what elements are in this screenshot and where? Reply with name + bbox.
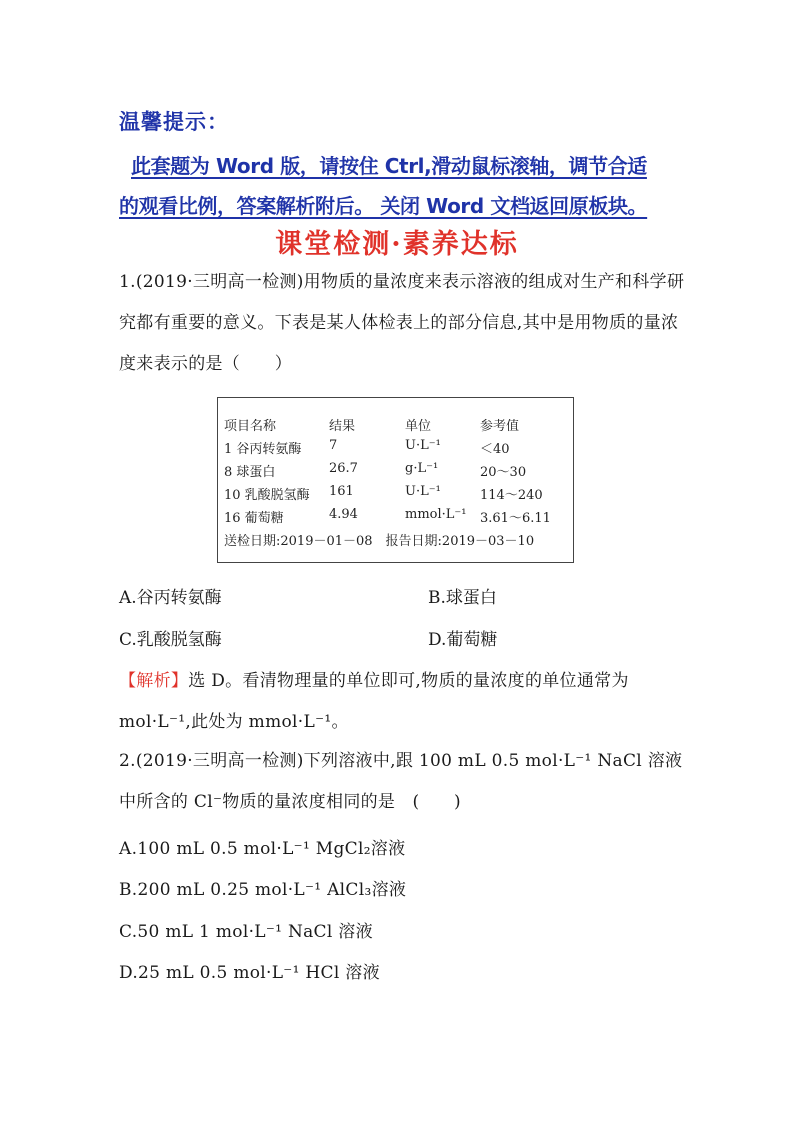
analysis-block [119, 661, 689, 743]
report-dates: 送检日期:2019－01－08 报告日期:2019－03－10 [224, 534, 535, 549]
analysis-text: 选 D。看清物理量的单位即可,物质的量浓度的单位通常为 mol·L⁻¹,此处为 mmol·L⁻¹。 [119, 671, 629, 732]
header-reference: 参考值 [480, 419, 520, 434]
q1-option-d: D.葡萄糖 [428, 630, 498, 650]
cell-reference: 114～240 [480, 488, 543, 503]
q1-option-b: B.球蛋白 [428, 588, 497, 608]
cell-item: 1 谷丙转氨酶 [224, 442, 302, 457]
tip-notice [119, 146, 681, 226]
cell-reference: ＜40 [480, 442, 510, 457]
question-2-text: 2.(2019·三明高一检测)下列溶液中,跟 100 mL 0.5 mol·L⁻¹ NaCl 溶液中所含的 Cl⁻物质的量浓度相同的是 ( ) [119, 751, 683, 812]
header-unit: 单位 [405, 419, 432, 434]
cell-unit: U·L⁻¹ [405, 438, 441, 453]
analysis-tag: 【解析】 [119, 671, 189, 691]
cell-result: 7 [329, 438, 338, 453]
question-1-options-ab [119, 583, 689, 613]
q2-option-c: C.50 mL 1 mol·L⁻¹ NaCl 溶液 [119, 922, 373, 942]
q2-option-b: B.200 mL 0.25 mol·L⁻¹ AlCl₃溶液 [119, 880, 407, 900]
cell-unit: g·L⁻¹ [405, 461, 439, 476]
cell-item: 8 球蛋白 [224, 465, 276, 480]
cell-unit: mmol·L⁻¹ [405, 507, 467, 522]
question-1-text: 1.(2019·三明高一检测)用物质的量浓度来表示溶液的组成对生产和科学研究都有重要的意义。下表是某人体检表上的部分信息,其中是用物质的量浓度来表示的是（ ） [119, 272, 685, 374]
cell-reference: 3.61～6.11 [480, 511, 551, 526]
header-item-name: 项目名称 [224, 419, 277, 434]
tip-line-2: 的观看比例，答案解析附后。 关闭 Word 文档返回原板块。 [119, 194, 648, 218]
cell-item: 16 葡萄糖 [224, 511, 284, 526]
cell-result: 4.94 [329, 507, 358, 522]
cell-result: 26.7 [329, 461, 358, 476]
q1-option-a: A.谷丙转氨酶 [119, 588, 222, 608]
section-title: 课堂检测·素养达标 [275, 229, 519, 260]
cell-result: 161 [329, 484, 354, 499]
question-1-options-cd [119, 625, 689, 655]
tip-title: 温馨提示： [119, 110, 229, 134]
cell-reference: 20～30 [480, 465, 527, 480]
q2-option-d: D.25 mL 0.5 mol·L⁻¹ HCl 溶液 [119, 963, 380, 983]
tip-line-1: 此套题为 Word 版，请按住 Ctrl,滑动鼠标滚轴，调节合适 [131, 154, 647, 178]
q1-option-c: C.乳酸脱氢酶 [119, 630, 222, 650]
cell-item: 10 乳酸脱氢酶 [224, 488, 310, 503]
medical-report-table [217, 397, 574, 563]
header-result: 结果 [329, 419, 356, 434]
cell-unit: U·L⁻¹ [405, 484, 441, 499]
q2-option-a: A.100 mL 0.5 mol·L⁻¹ MgCl₂溶液 [119, 839, 406, 859]
